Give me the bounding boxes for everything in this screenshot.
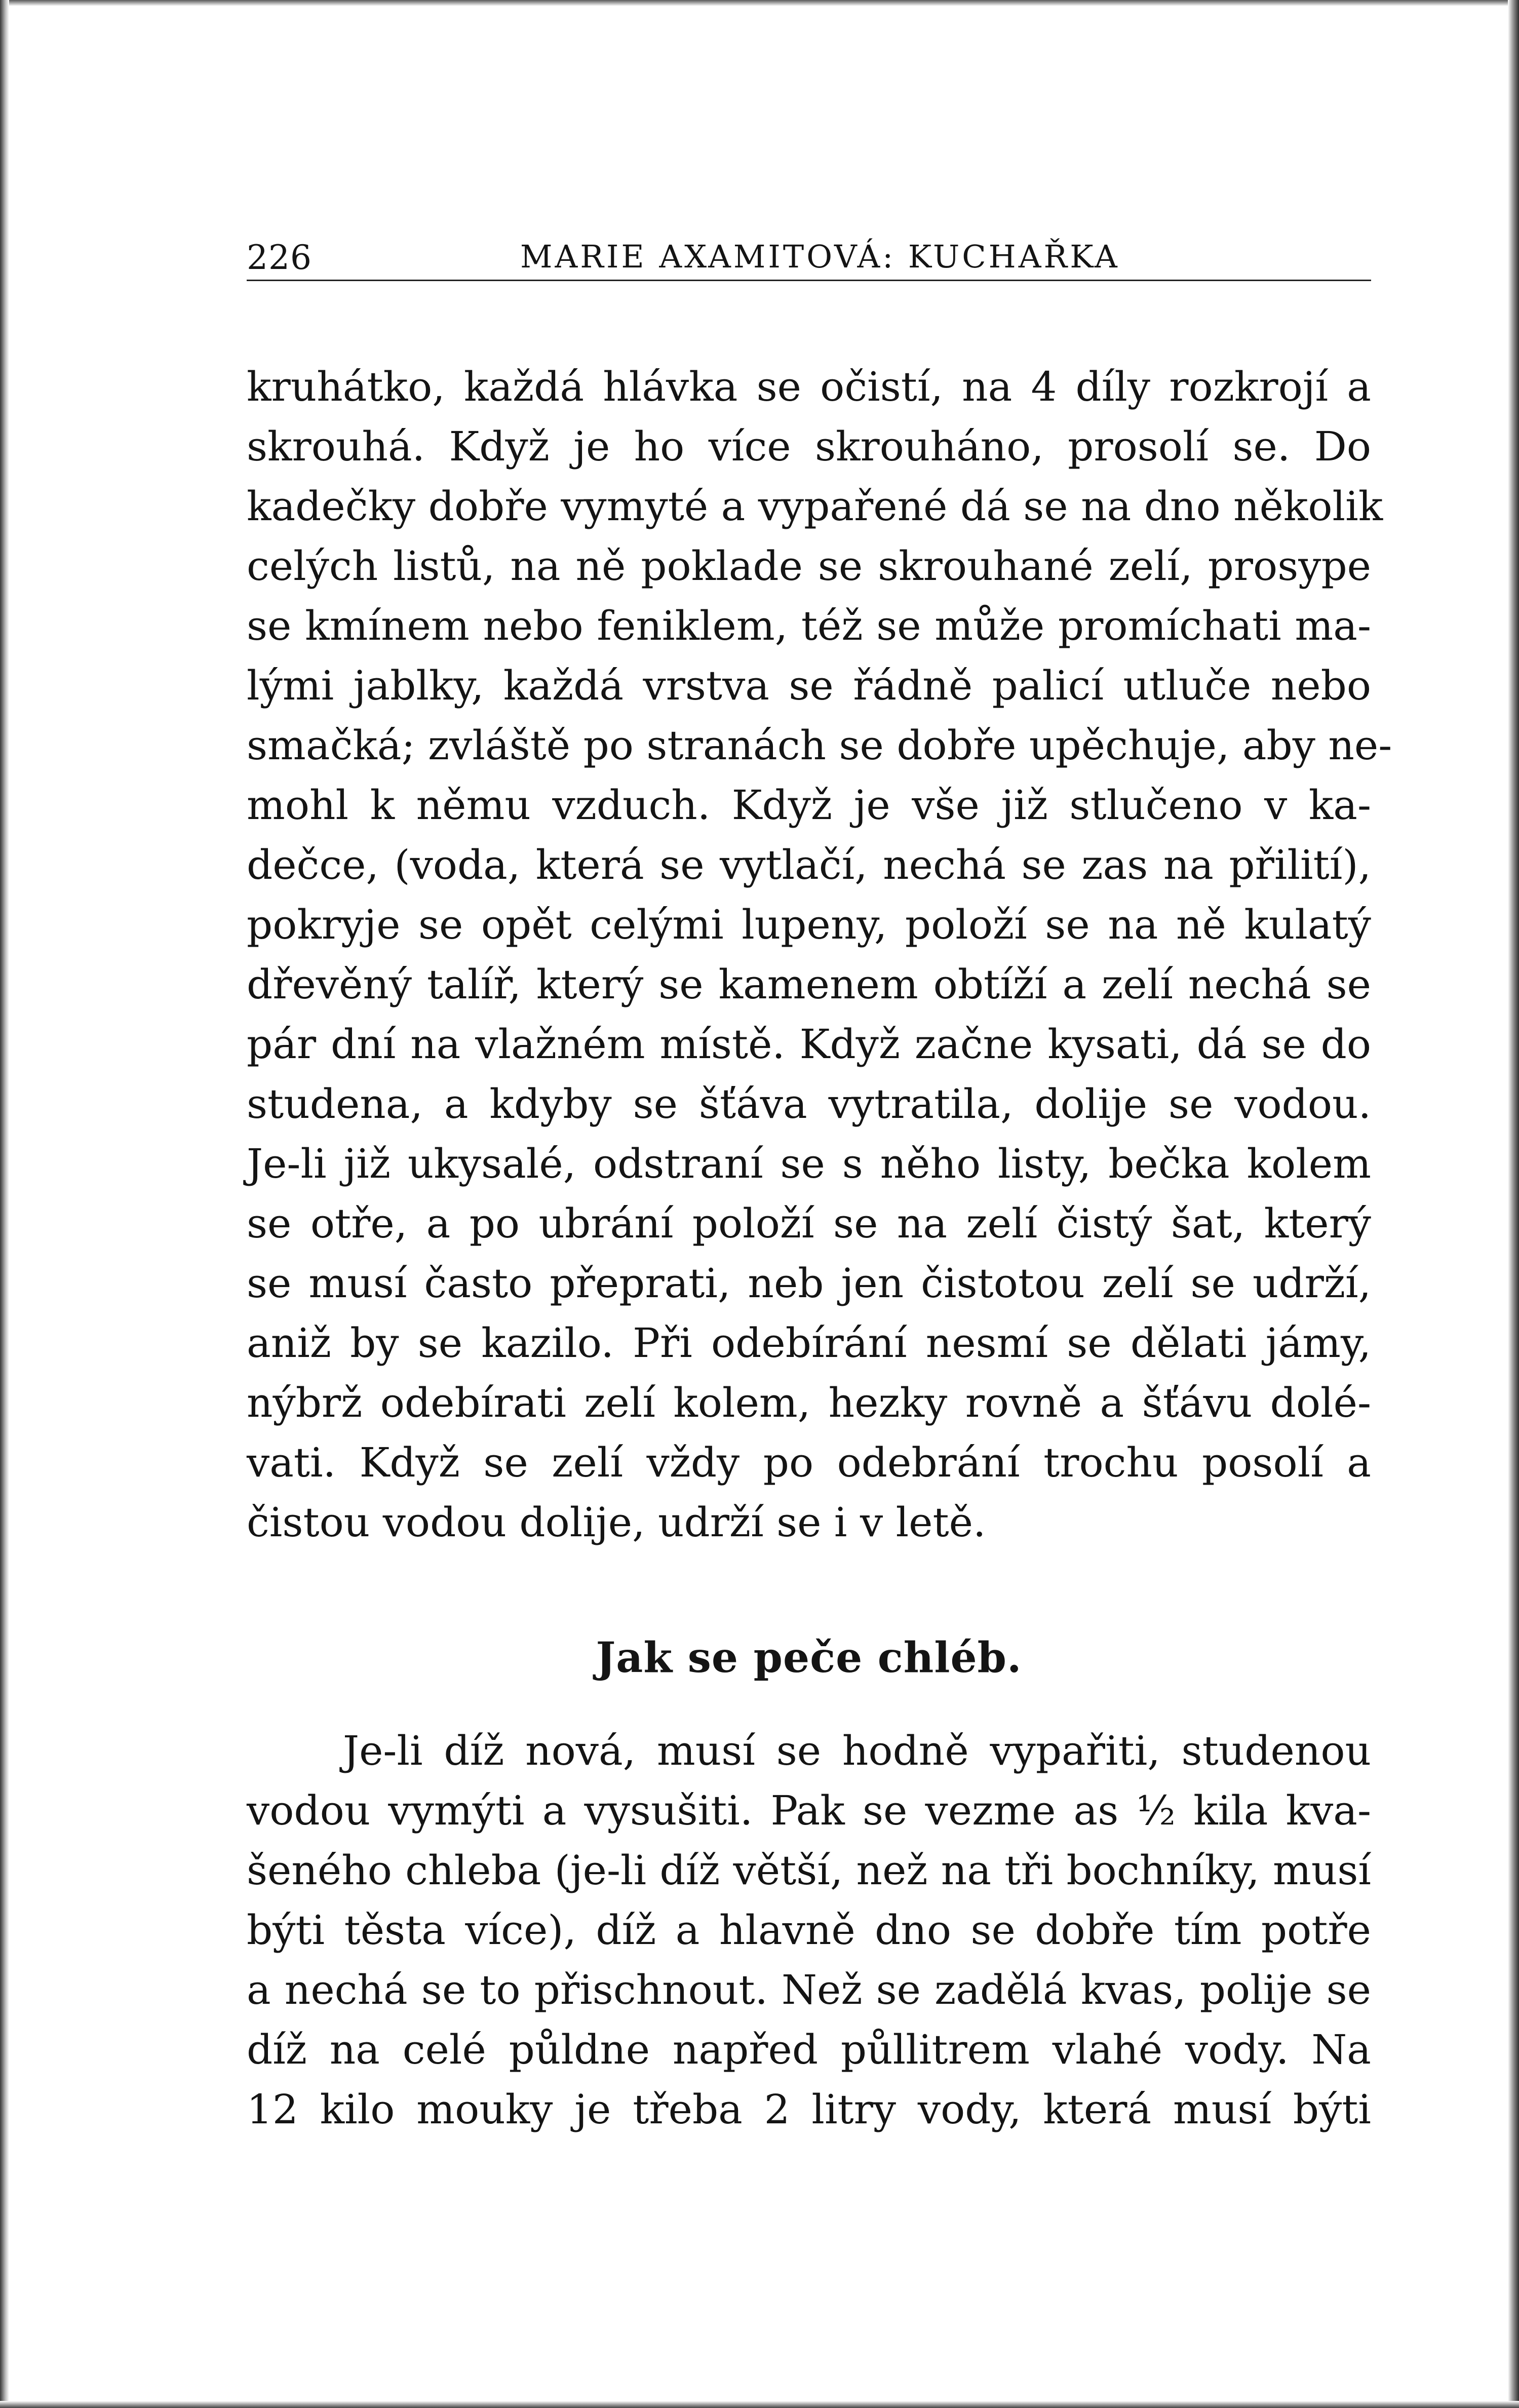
text-line: díž na celé půldne napřed půllitrem vlahé vody. Na [247, 2026, 1371, 2073]
text-line: skrouhá. Když je ho více skrouháno, prosolí se. Do [247, 423, 1371, 470]
text-line: šeného chleba (je-li díž větší, než na tři bochníky, musí [247, 1847, 1371, 1894]
paragraph-bread [247, 1721, 1371, 2140]
text-line: kruhátko, každá hlávka se očistí, na 4 díly rozkrojí a [247, 363, 1371, 410]
running-header [247, 238, 1371, 281]
text-line: kadečky dobře vymyté a vypařené dá se na dno několik [247, 483, 1383, 530]
paragraph-sauerkraut [247, 357, 1392, 1552]
text-line: lými jablky, každá vrstva se řádně palicí utluče nebo [247, 662, 1371, 709]
scan-edge-left [0, 0, 9, 2408]
text-line: 12 kilo mouky je třeba 2 litry vody, která musí býti [247, 2086, 1371, 2133]
page-number: 226 [247, 238, 312, 277]
text-line: se musí často přeprati, neb jen čistotou zelí se udrží, [247, 1260, 1371, 1307]
text-line: dečce, (voda, která se vytlačí, nechá se zas na přilití), [247, 841, 1371, 888]
text-line: pár dní na vlažném místě. Když začne kysati, dá se do [247, 1021, 1371, 1068]
text-line: smačká; zvláště po stranách se dobře upěchuje, aby ne- [247, 722, 1392, 769]
text-line: dřevěný talíř, který se kamenem obtíží a zelí nechá se [247, 961, 1371, 1008]
text-line: vati. Když se zelí vždy po odebrání trochu posolí a [247, 1439, 1371, 1486]
text-line: Je-li díž nová, musí se hodně vypařiti, studenou [343, 1727, 1371, 1774]
text-line: aniž by se kazilo. Při odebírání nesmí se dělati jámy, [247, 1319, 1371, 1367]
text-line: mohl k němu vzduch. Když je vše již stlučeno v ka- [247, 782, 1371, 829]
text-line: se kmínem nebo feniklem, též se může promíchati ma- [247, 602, 1371, 649]
scan-edge-top [0, 0, 1519, 6]
scan-edge-right [1508, 0, 1519, 2408]
scan-edge-bottom [0, 2401, 1519, 2408]
text-line: studena, a kdyby se šťáva vytratila, dolije se vodou. [247, 1080, 1371, 1128]
running-title: MARIE AXAMITOVÁ: KUCHAŘKA [520, 238, 1120, 275]
text-line: pokryje se opět celými lupeny, položí se na ně kulatý [247, 901, 1371, 948]
text-line: celých listů, na ně poklade se skrouhané zelí, prosype [247, 542, 1371, 590]
text-line: se otře, a po ubrání položí se na zelí čistý šat, který [247, 1200, 1371, 1247]
section-heading: Jak se peče chléb. [596, 1634, 1022, 1682]
text-line: býti těsta více), díž a hlavně dno se dobře tím potře [247, 1907, 1371, 1954]
text-line: Je-li již ukysalé, odstraní se s něho listy, bečka kolem [247, 1140, 1371, 1187]
text-line: a nechá se to přischnout. Než se zadělá kvas, polije se [247, 1966, 1371, 2013]
text-line: čistou vodou dolije, udrží se i v letě. [247, 1499, 986, 1546]
text-line: vodou vymýti a vysušiti. Pak se vezme as ½ kila kva- [247, 1787, 1371, 1834]
text-line: nýbrž odebírati zelí kolem, hezky rovně a šťávu dolé- [247, 1379, 1371, 1426]
